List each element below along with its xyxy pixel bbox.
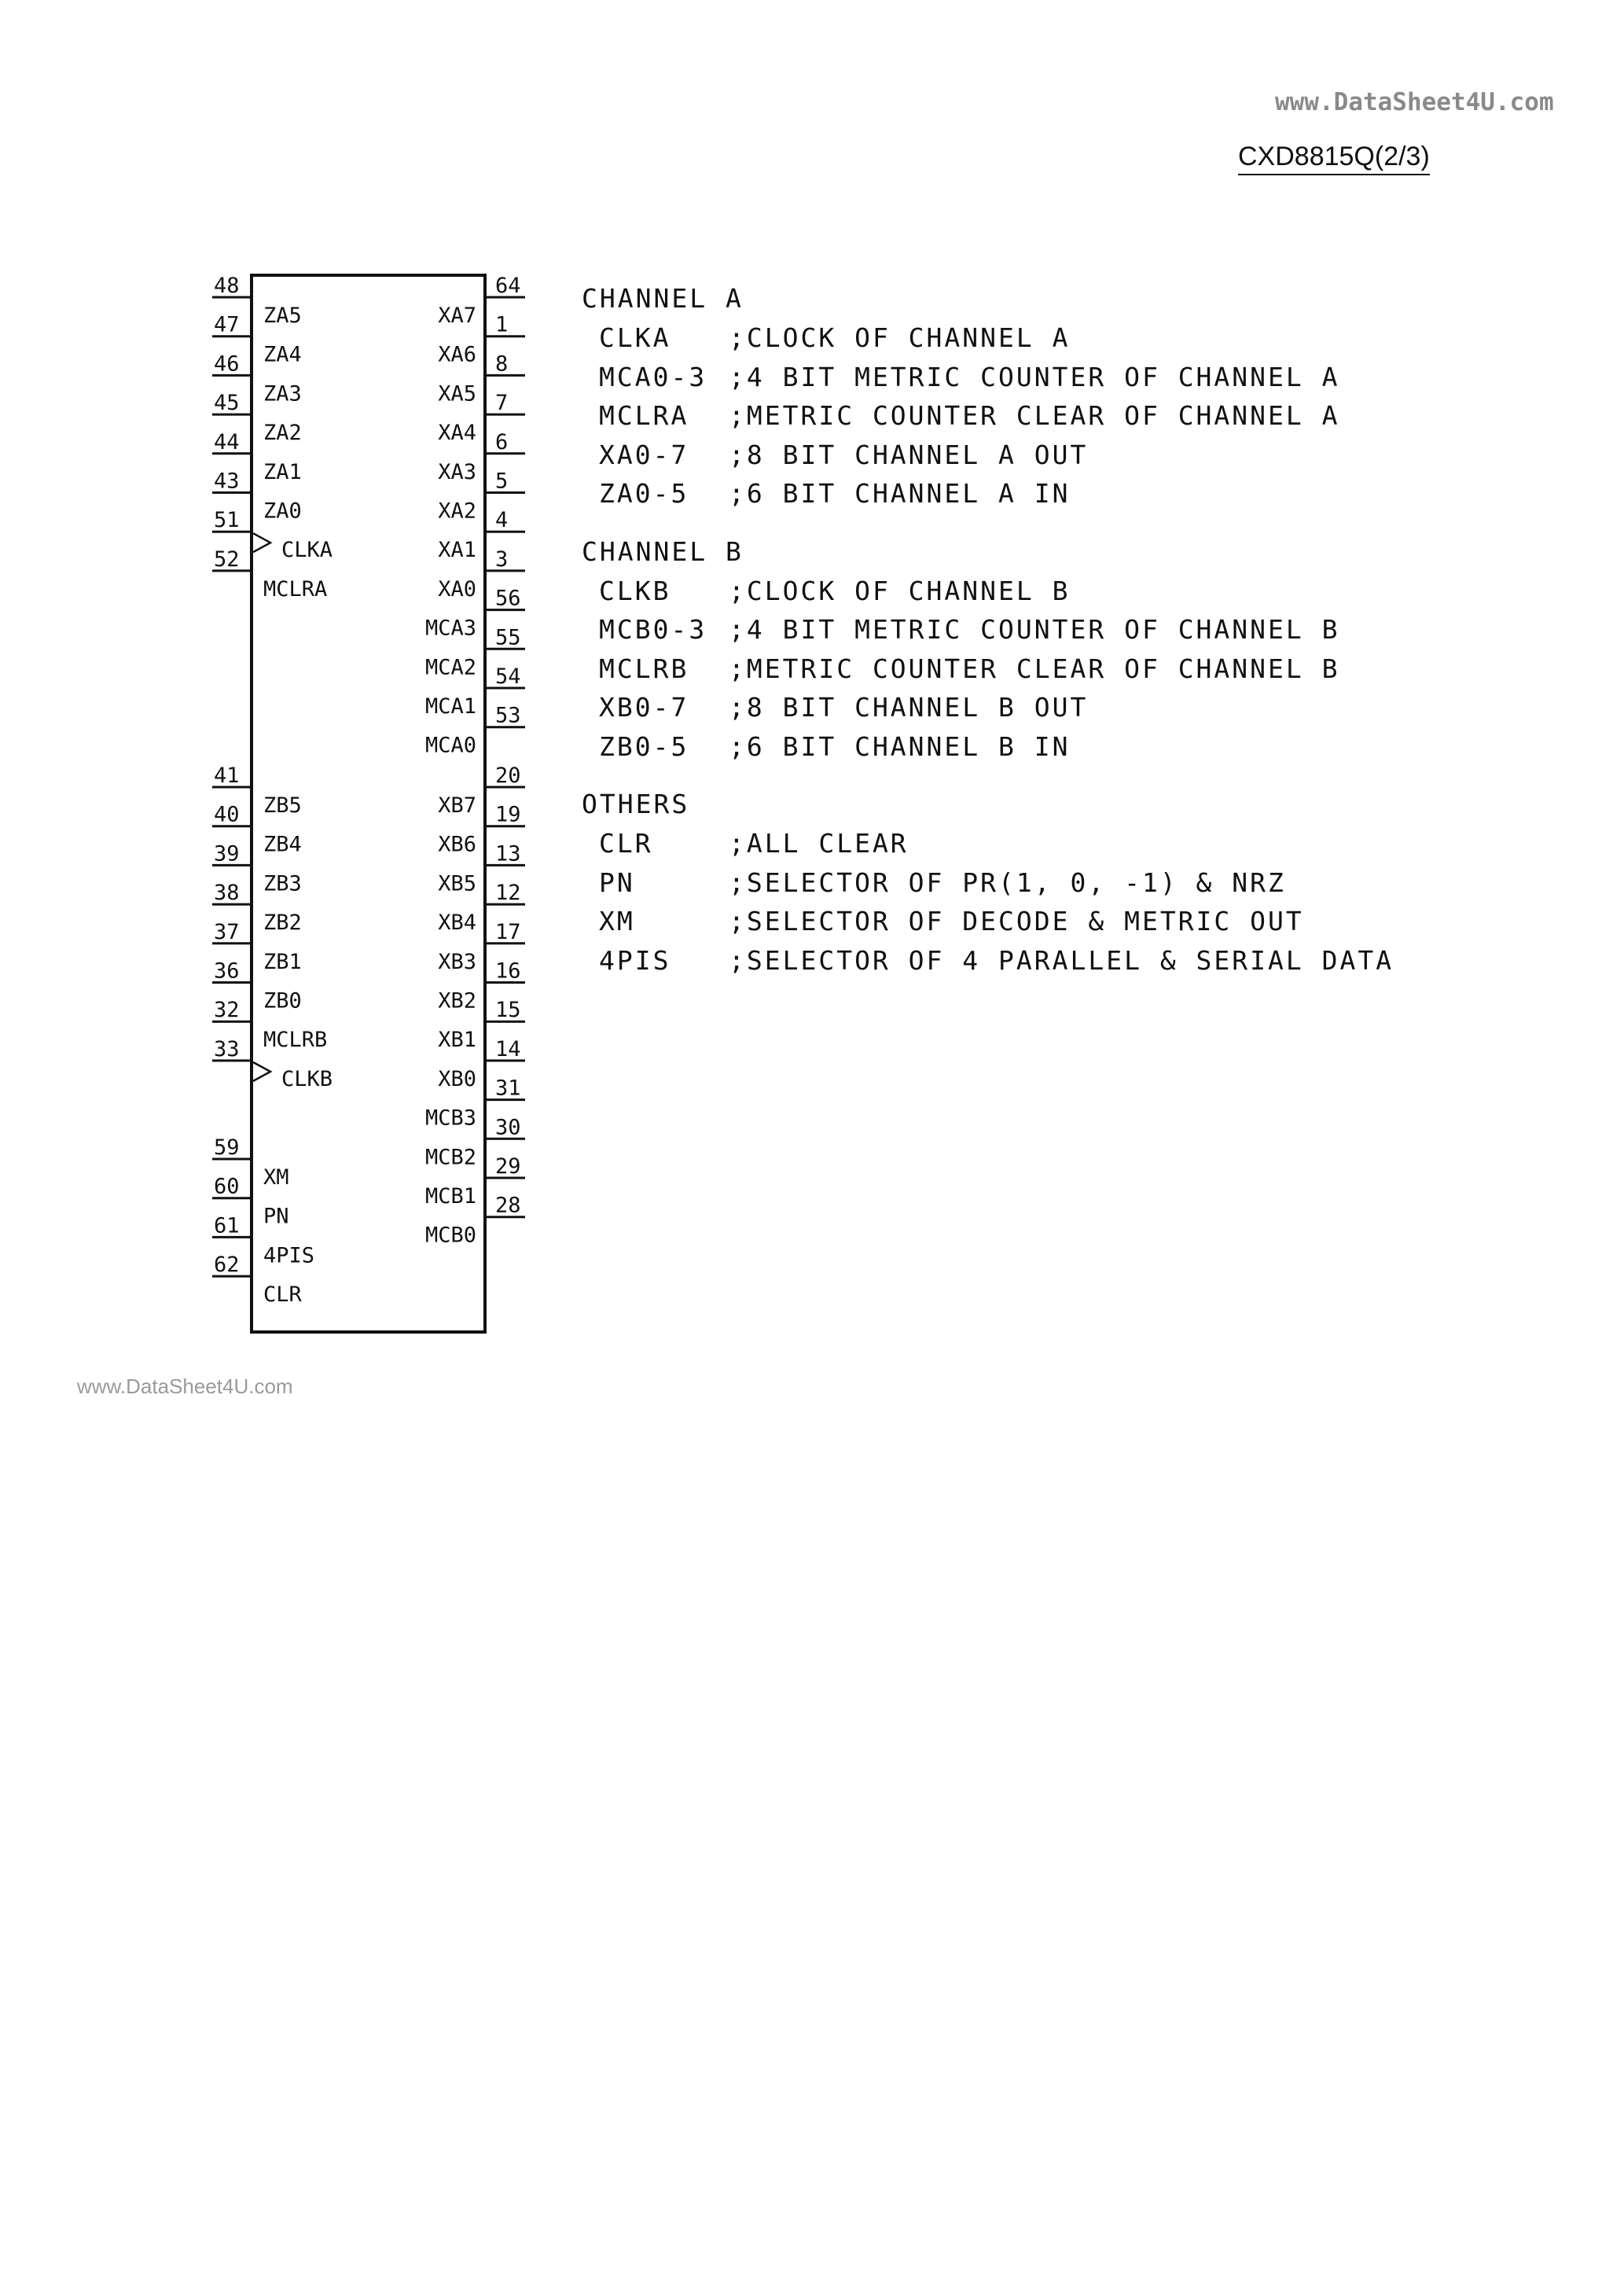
legend-description: ;SELECTOR OF PR(1, 0, -1) & NRZ [729, 867, 1286, 898]
legend-signal: XM [599, 906, 635, 936]
legend-description: ;CLOCK OF CHANNEL B [729, 575, 1071, 606]
legend-gap [582, 766, 1394, 785]
pin-label-za5: ZA5 [263, 304, 302, 328]
pin-number-60: 60 [214, 1174, 240, 1199]
legend-group-title: CHANNEL A [582, 283, 744, 314]
pin-label-mca2: MCA2 [424, 655, 476, 680]
pin-number-62: 62 [214, 1253, 240, 1278]
pin-number-16: 16 [495, 959, 521, 984]
pin-label-zb2: ZB2 [263, 911, 302, 936]
pin-number-1: 1 [495, 312, 509, 337]
legend-description: ;4 BIT METRIC COUNTER OF CHANNEL B [729, 614, 1340, 645]
document-title: CXD8815Q(2/3) [1238, 142, 1430, 175]
pin-number-44: 44 [214, 429, 240, 454]
legend-row [582, 396, 1394, 436]
pin-number-31: 31 [495, 1076, 521, 1101]
legend-description: ;METRIC COUNTER CLEAR OF CHANNEL B [729, 653, 1340, 684]
pin-number-38: 38 [214, 881, 240, 906]
pin-label-xb7: XB7 [438, 793, 476, 818]
legend-row [582, 358, 1394, 397]
pin-label-xb2: XB2 [438, 988, 476, 1014]
legend-row [582, 688, 1394, 727]
pin-label-xa3: XA3 [438, 459, 476, 484]
pin-number-3: 3 [495, 546, 509, 572]
pin-label-xb6: XB6 [438, 832, 476, 857]
legend-signal: MCA0-3 [599, 361, 707, 392]
legend-group-title: OTHERS [582, 789, 690, 819]
pin-label-xa1: XA1 [438, 538, 476, 563]
pin-label-mcb1: MCB1 [424, 1184, 476, 1209]
pin-label-xb0: XB0 [438, 1066, 476, 1091]
pin-number-51: 51 [214, 508, 240, 533]
pin-label-za0: ZA0 [263, 499, 302, 524]
pin-number-43: 43 [214, 469, 240, 494]
pin-label-zb4: ZB4 [263, 832, 302, 857]
pin-number-47: 47 [214, 312, 240, 337]
legend-signal: MCLRB [599, 653, 689, 684]
legend-signal: ZB0-5 [599, 730, 689, 762]
pin-label-za2: ZA2 [263, 421, 302, 446]
pin-label-mca3: MCA3 [424, 616, 476, 641]
pin-label-mca1: MCA1 [424, 694, 476, 719]
legend-signal: PN [599, 867, 635, 898]
pin-label-xb4: XB4 [438, 911, 476, 936]
pin-label-xb5: XB5 [438, 871, 476, 896]
pin-number-48: 48 [214, 274, 240, 298]
legend-group-title: CHANNEL B [582, 535, 744, 567]
clock-input-marker-clkb [253, 1062, 270, 1081]
pin-label-zb1: ZB1 [263, 949, 302, 974]
legend-signal: CLKB [599, 575, 671, 606]
left-pin-group [212, 274, 333, 1307]
pin-number-13: 13 [495, 841, 521, 867]
pin-label-mcb2: MCB2 [424, 1145, 476, 1170]
pin-number-7: 7 [495, 391, 509, 416]
legend-row [582, 727, 1394, 767]
legend-signal: CLR [599, 828, 653, 859]
pin-label-za1: ZA1 [263, 459, 302, 484]
legend-signal: XA0-7 [599, 439, 689, 470]
pin-number-39: 39 [214, 841, 240, 867]
clock-input-marker-clka [253, 533, 270, 552]
legend-row [582, 436, 1394, 475]
pin-label-xb1: XB1 [438, 1028, 476, 1053]
pin-label-xb3: XB3 [438, 949, 476, 974]
pin-label-mcb3: MCB3 [424, 1106, 476, 1131]
pin-number-40: 40 [214, 802, 240, 827]
legend-row [582, 649, 1394, 689]
pin-number-15: 15 [495, 998, 521, 1023]
legend-signal: CLKA [599, 322, 671, 353]
signal-legend [582, 279, 1394, 980]
pin-number-6: 6 [495, 429, 509, 454]
pin-label-xa6: XA6 [438, 342, 476, 367]
pin-label-xa7: XA7 [438, 304, 476, 328]
watermark-bottom: www.DataSheet4U.com [77, 1374, 293, 1398]
pin-number-52: 52 [214, 546, 240, 572]
legend-row [582, 474, 1394, 513]
legend-signal: MCLRA [599, 400, 689, 431]
legend-row [582, 318, 1394, 358]
legend-description: ;8 BIT CHANNEL A OUT [729, 439, 1089, 470]
pin-number-64: 64 [495, 274, 521, 298]
pin-number-55: 55 [495, 625, 521, 650]
pin-number-53: 53 [495, 703, 521, 728]
pin-label-xm: XM [263, 1165, 289, 1190]
pin-label-clr: CLR [263, 1282, 302, 1308]
legend-row [582, 572, 1394, 611]
pin-label-mcb0: MCB0 [424, 1223, 476, 1248]
legend-description: ;6 BIT CHANNEL A IN [729, 478, 1071, 509]
pin-label-clkb: CLKB [281, 1066, 333, 1091]
pin-number-32: 32 [214, 998, 240, 1023]
pin-label-zb3: ZB3 [263, 871, 302, 896]
legend-signal: XB0-7 [599, 692, 689, 723]
pin-label-pn: PN [263, 1204, 289, 1229]
legend-description: ;4 BIT METRIC COUNTER OF CHANNEL A [729, 361, 1340, 392]
legend-row [582, 902, 1394, 941]
pin-number-4: 4 [495, 508, 509, 533]
pin-label-zb5: ZB5 [263, 793, 302, 818]
legend-signal: ZA0-5 [599, 478, 689, 509]
pin-label-xa4: XA4 [438, 421, 476, 446]
pin-number-61: 61 [214, 1213, 240, 1238]
pin-label-za4: ZA4 [263, 342, 302, 367]
pin-number-5: 5 [495, 469, 509, 494]
right-pin-group [425, 274, 525, 1248]
legend-row [582, 610, 1394, 649]
pin-number-54: 54 [495, 664, 521, 689]
legend-row [582, 824, 1394, 863]
pin-label-za3: ZA3 [263, 381, 302, 407]
pin-label-mca0: MCA0 [424, 733, 476, 758]
pin-number-37: 37 [214, 919, 240, 944]
pin-number-36: 36 [214, 959, 240, 984]
legend-description: ;CLOCK OF CHANNEL A [729, 322, 1071, 353]
pin-number-19: 19 [495, 802, 521, 827]
legend-signal: MCB0-3 [599, 614, 707, 645]
legend-description: ;METRIC COUNTER CLEAR OF CHANNEL A [729, 400, 1340, 431]
pin-number-30: 30 [495, 1115, 521, 1140]
pin-label-xa5: XA5 [438, 381, 476, 407]
pin-label-clka: CLKA [281, 538, 333, 563]
legend-description: ;8 BIT CHANNEL B OUT [729, 692, 1089, 723]
legend-description: ;SELECTOR OF 4 PARALLEL & SERIAL DATA [729, 944, 1394, 976]
pin-number-59: 59 [214, 1135, 240, 1160]
legend-description: ;ALL CLEAR [729, 828, 909, 859]
pin-number-17: 17 [495, 919, 521, 944]
legend-gap [582, 513, 1394, 532]
pin-number-14: 14 [495, 1036, 521, 1062]
legend-description: ;SELECTOR OF DECODE & METRIC OUT [729, 906, 1304, 936]
legend-signal: 4PIS [599, 944, 671, 976]
legend-row [582, 941, 1394, 981]
watermark-top: www.DataSheet4U.com [1275, 88, 1554, 116]
legend-row [582, 863, 1394, 903]
pin-label-zb0: ZB0 [263, 988, 302, 1014]
pin-label-mclra: MCLRA [263, 576, 328, 602]
pin-number-28: 28 [495, 1193, 521, 1218]
pin-number-12: 12 [495, 881, 521, 906]
pin-number-20: 20 [495, 763, 521, 788]
pin-number-56: 56 [495, 586, 521, 611]
pin-number-45: 45 [214, 391, 240, 416]
legend-description: ;6 BIT CHANNEL B IN [729, 730, 1071, 762]
pin-label-xa0: XA0 [438, 576, 476, 602]
pin-number-33: 33 [214, 1036, 240, 1062]
pin-label-mclrb: MCLRB [263, 1028, 328, 1053]
pin-label-4pis: 4PIS [263, 1243, 315, 1268]
pin-number-29: 29 [495, 1154, 521, 1179]
pin-number-41: 41 [214, 763, 240, 788]
pin-label-xa2: XA2 [438, 499, 476, 524]
pin-number-8: 8 [495, 351, 509, 377]
pin-number-46: 46 [214, 351, 240, 377]
